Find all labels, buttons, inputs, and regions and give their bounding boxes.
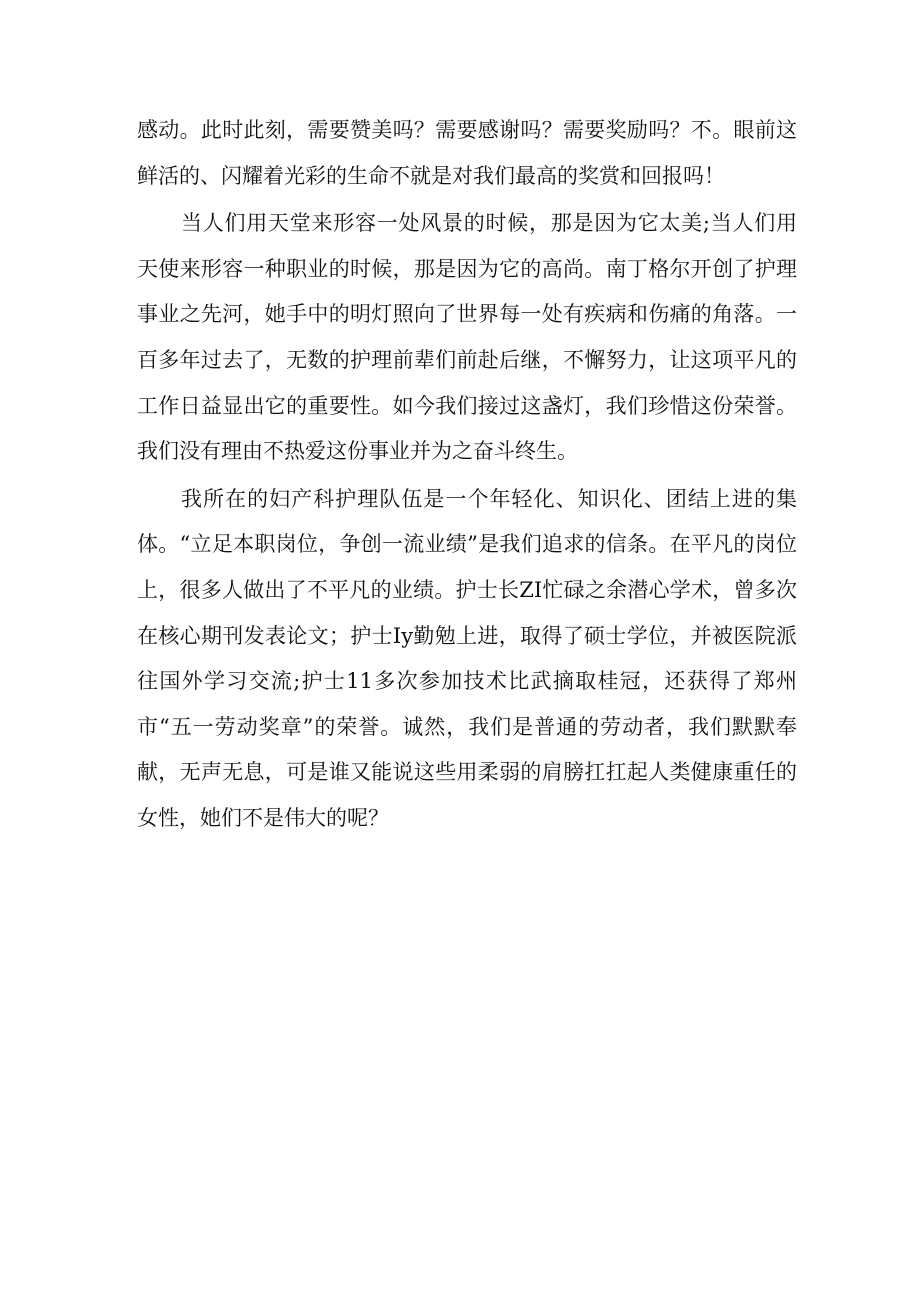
- document-body: [137, 108, 797, 844]
- paragraph-nightingale: 当人们用天堂来形容一处风景的时候，那是因为它太美;当人们用天使来形容一种职业的时候，那是因为它的高尚。南丁格尔开创了护理事业之先河，她手中的明灯照向了世界每一处有疾病和伤痛的角落。一百多年过去了，无数的护理前辈们前赴后继，不懈努力，让这项平凡的工作日益显出它的重要性。如今我们接过这盏灯，我们珍惜这份荣誉。我们没有理由不热爱这份事业并为之奋斗终生。: [137, 211, 797, 464]
- paragraph-obstetrics-team: 我所在的妇产科护理队伍是一个年轻化、知识化、团结上进的集体。“立足本职岗位，争创一流业绩”是我们追求的信条。在平凡的岗位上，很多人做出了不平凡的业绩。护士长ZI忙碌之余潜心学术，曾多次在核心期刊发表论文；护士Iy勤勉上进，取得了硕士学位，并被医院派往国外学习交流;护士11多次参加技术比武摘取桂冠，还获得了郑州市“五一劳动奖章”的荣誉。诚然，我们是普通的劳动者，我们默默奉献，无声无息，可是谁又能说这些用柔弱的肩膀扛扛起人类健康重任的女性，她们不是伟大的呢？: [137, 486, 797, 830]
- paragraph-continuation: 感动。此时此刻，需要赞美吗？需要感谢吗？需要奖励吗？不。眼前这鲜活的、闪耀着光彩的生命不就是对我们最高的奖赏和回报吗！: [137, 118, 797, 188]
